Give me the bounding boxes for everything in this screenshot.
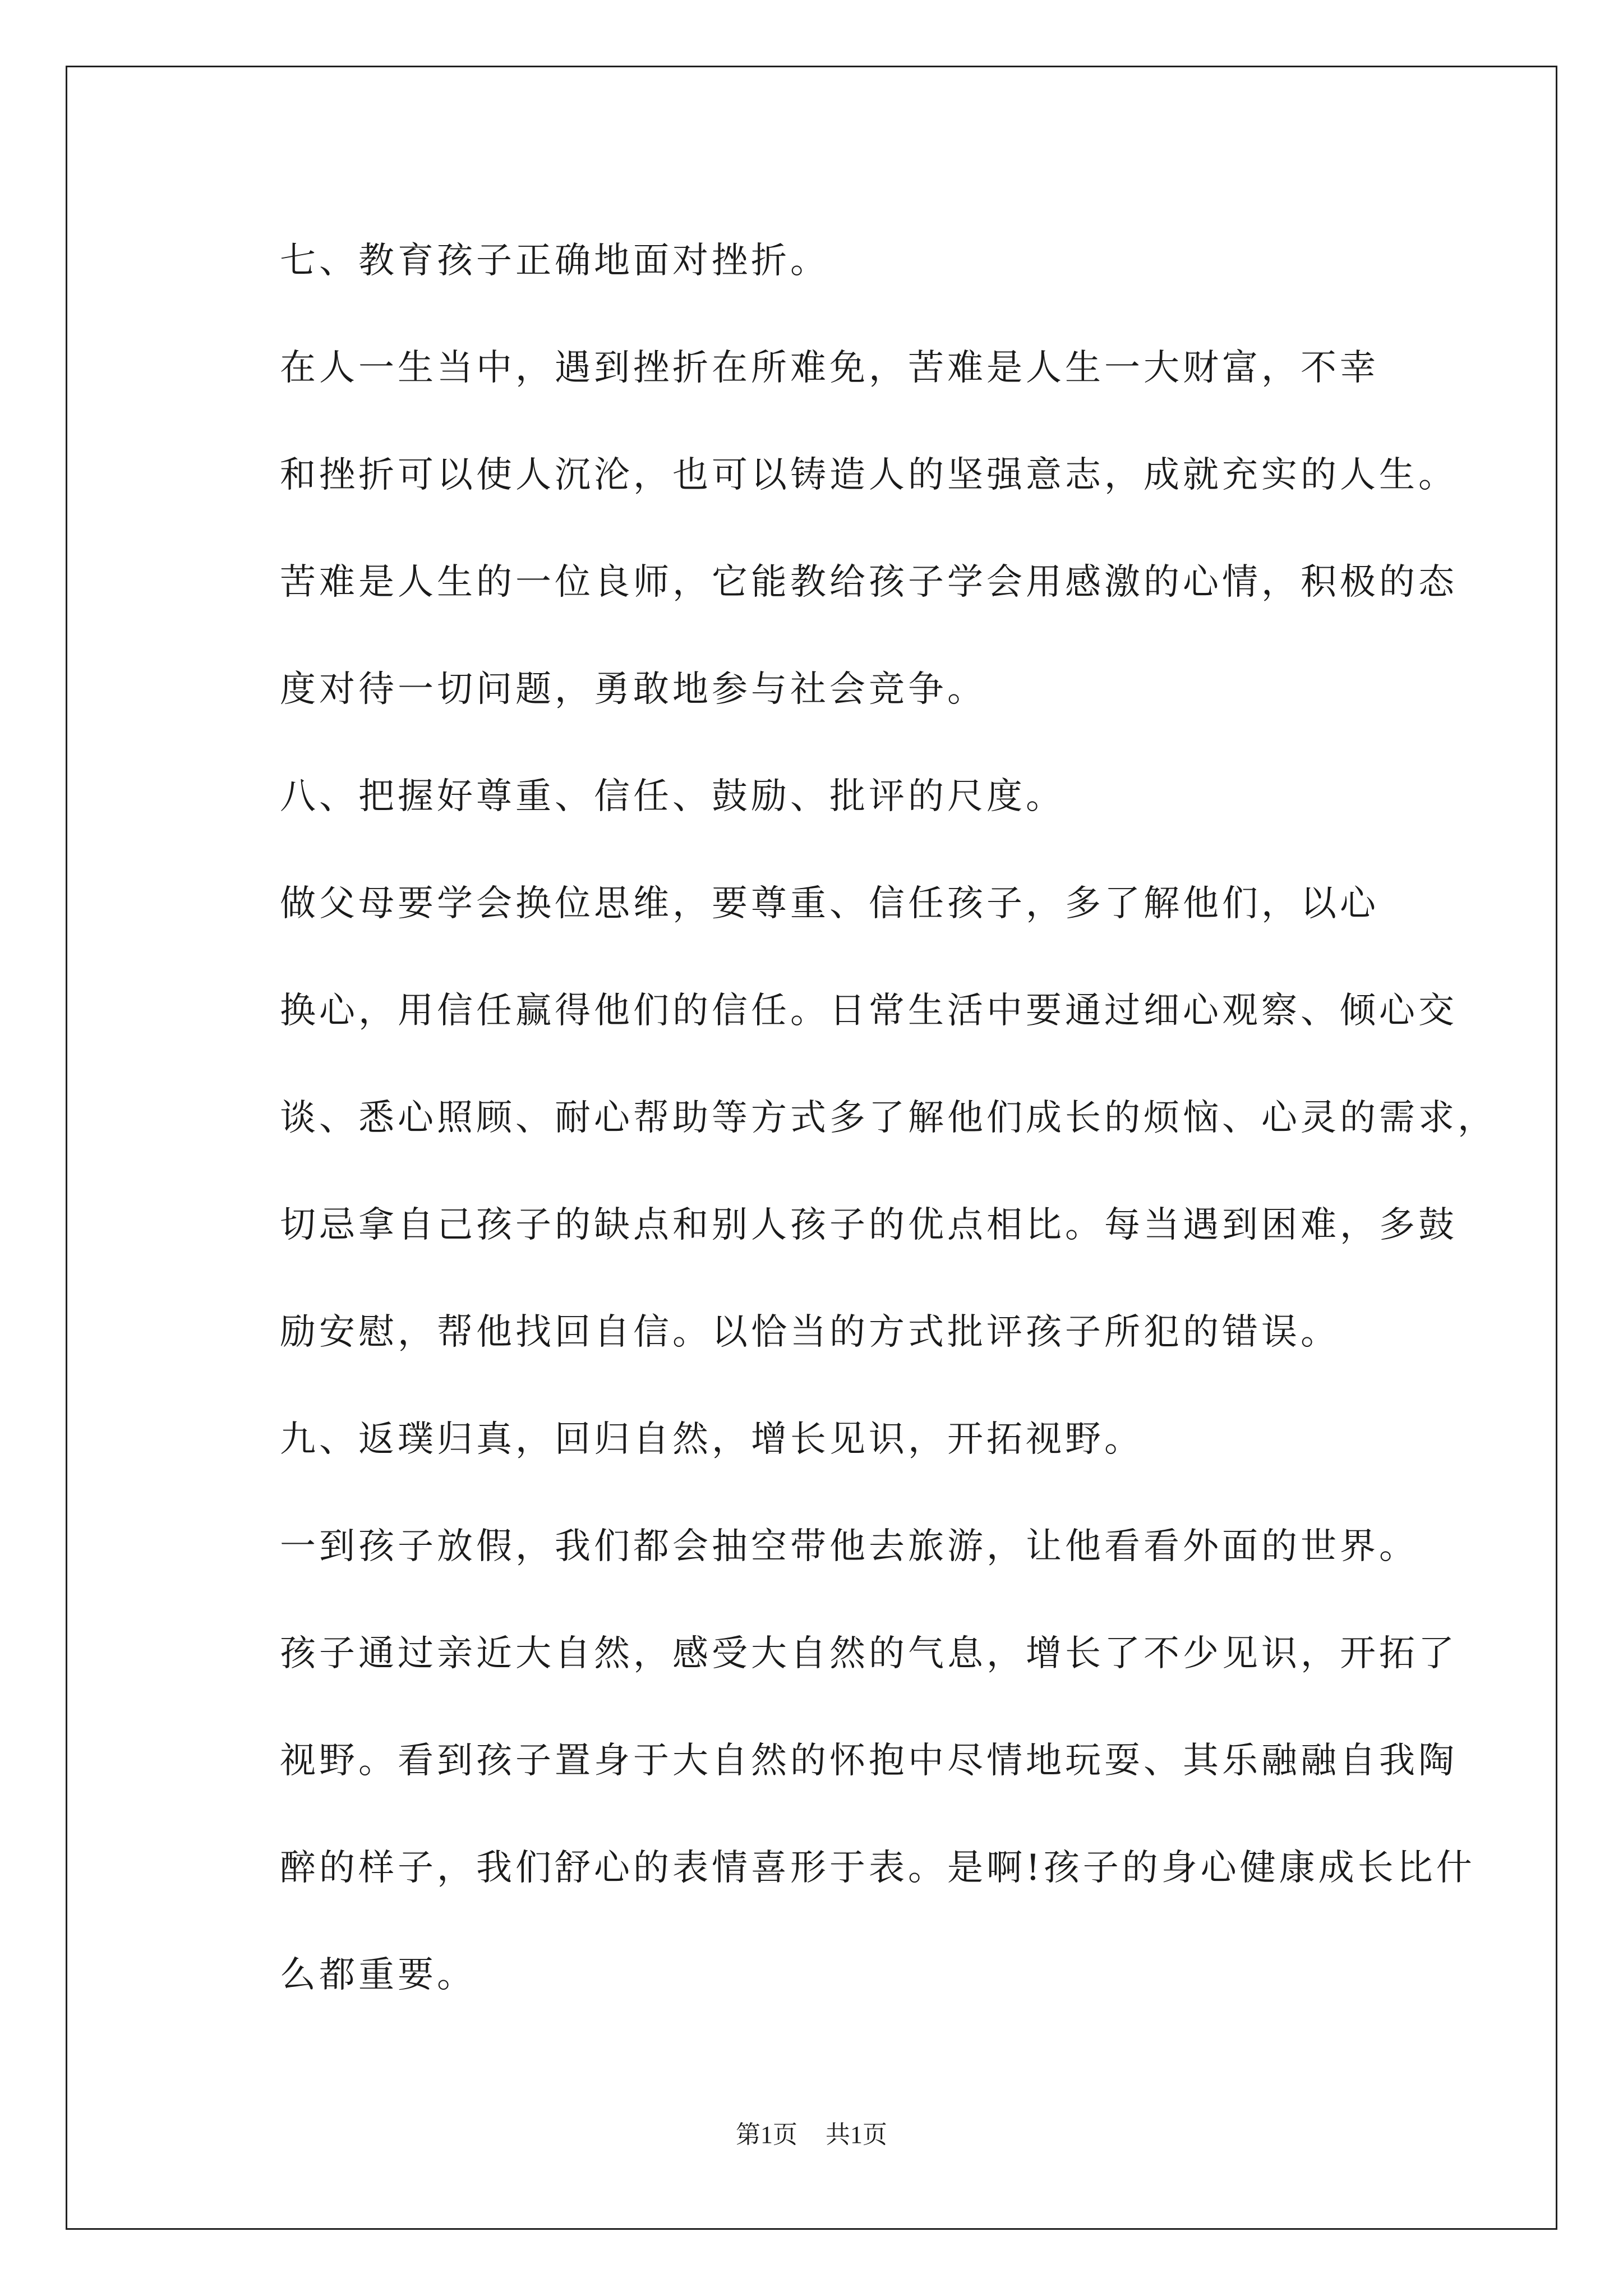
text-line: 谈、悉心照顾、耐心帮助等方式多了解他们成长的烦恼、心灵的需求， <box>280 1097 1497 1139</box>
page-total: 共1页 <box>826 2121 887 2148</box>
paragraph-heading-9 <box>199 1386 1455 1493</box>
text-line: 度对待一切问题，勇敢地参与社会竞争。 <box>280 669 986 710</box>
page-number: 第1页 <box>736 2121 797 2148</box>
text-line: 孩子通过亲近大自然，感受大自然的气息，增长了不少见识，开拓了 <box>280 1633 1458 1674</box>
text-line: 醉的样子，我们舒心的表情喜形于表。是啊!孩子的身心健康成长比什 <box>280 1847 1476 1889</box>
text-line: 在人一生当中，遇到挫折在所难免，苦难是人生一大财富，不幸 <box>280 347 1379 389</box>
paragraph-heading-8 <box>199 743 1455 850</box>
text-line: 换心，用信任赢得他们的信任。日常生活中要通过细心观察、倾心交 <box>280 990 1458 1032</box>
text-line: 么都重要。 <box>280 1954 476 1996</box>
text-line: 苦难是人生的一位良师，它能教给孩子学会用感激的心情，积极的态 <box>280 562 1458 603</box>
text-line: 做父母要学会换位思维，要尊重、信任孩子，多了解他们，以心 <box>280 883 1379 924</box>
paragraph-heading-7 <box>199 208 1455 315</box>
text-line: 一到孩子放假，我们都会抽空带他去旅游，让他看看外面的世界。 <box>280 1526 1418 1567</box>
paragraph-nature <box>199 1493 1476 2029</box>
document-body <box>199 208 1497 2029</box>
text-line: 八、把握好尊重、信任、鼓励、批评的尺度。 <box>280 776 1065 817</box>
text-line: 和挫折可以使人沉沦，也可以铸造人的坚强意志，成就充实的人生。 <box>280 454 1458 496</box>
paragraph-setbacks <box>199 315 1458 743</box>
text-line: 励安慰，帮他找回自信。以恰当的方式批评孩子所犯的错误。 <box>280 1312 1340 1353</box>
page-footer <box>0 2118 1623 2152</box>
text-line: 七、教育孩子正确地面对挫折。 <box>280 240 829 282</box>
paragraph-respect <box>199 850 1497 1386</box>
text-line: 视野。看到孩子置身于大自然的怀抱中尽情地玩耍、其乐融融自我陶 <box>280 1740 1458 1782</box>
text-line: 切忌拿自己孩子的缺点和别人孩子的优点相比。每当遇到困难，多鼓 <box>280 1204 1458 1246</box>
text-line: 九、返璞归真，回归自然，增长见识，开拓视野。 <box>280 1419 1144 1460</box>
